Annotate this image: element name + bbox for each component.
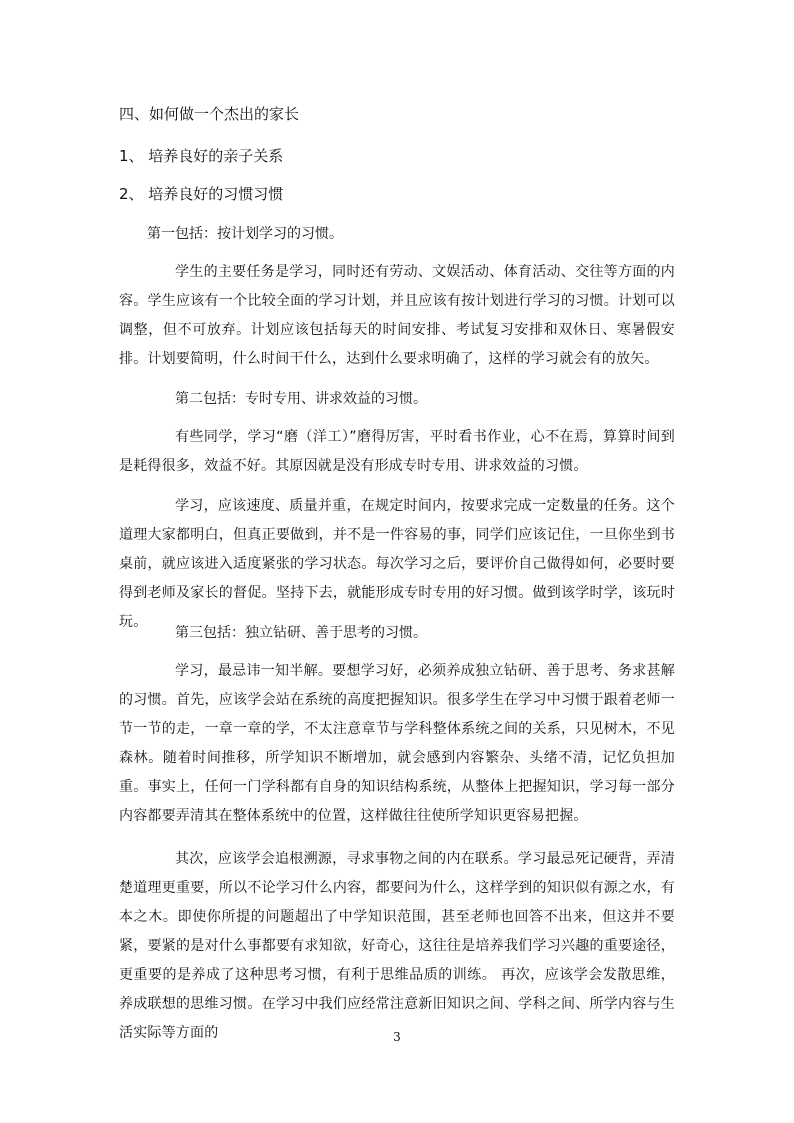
heading-section-4: 四、如何做一个杰出的家长 bbox=[119, 105, 300, 123]
paragraph-efficiency-2: 学习，应该速度、质量并重，在规定时间内，按要求完成一定数量的任务。这个道理大家都明白，但真正要做到，并不是一件容易的事，同学们应该记住，一旦你坐到书桌前，就应该进入适度紧张的学习状态。每次学习之后，要评价自己做得如何，必要时要得到老师及家长的督促。坚持下去，就能形成专时专用的好习惯。做到该学时学，该玩时玩。 bbox=[119, 498, 675, 630]
heading-item-1: 1、 培养良好的亲子关系 bbox=[119, 147, 284, 165]
paragraph-plan: 学生的主要任务是学习，同时还有劳动、文娱活动、体育活动、交往等方面的内容。学生应该有一个比较全面的学习计划，并且应该有按计划进行学习的习惯。计划可以调整，但不可放弃。计划应该包括每天的时间安排、考试复习安排和双休日、寒暑假安排。计划要简明，什么时间干什么，达到什么要求明确了，这样的学习就会有的放矢。 bbox=[119, 264, 675, 367]
subheading-third: 第三包括：独立钻研、善于思考的习惯。 bbox=[175, 625, 427, 641]
paragraph-independent-study: 学习，最忌讳一知半解。要想学习好，必须养成独立钻研、善于思考、务求甚解的习惯。首先，应该学会站在系统的高度把握知识。很多学生在学习中习惯于跟着老师一节一节的走，一章一章的学，不太注意章节与学科整体系统之间的关系，只见树木，不见森林。随着时间推移，所学知识不断增加，就会感到内容繁杂、头绪不清，记忆负担加重。事实上，任何一门学科都有自身的知识结构系统，从整体上把握知识，学习每一部分内容都要弄清其在整体系统中的位置，这样做往往使所学知识更容易把握。 bbox=[119, 663, 675, 824]
subheading-second: 第二包括：专时专用、讲求效益的习惯。 bbox=[175, 391, 427, 407]
heading-item-2: 2、 培养良好的习惯习惯 bbox=[119, 185, 284, 203]
paragraph-inquiry: 其次，应该学会追根溯源，寻求事物之间的内在联系。学习最忌死记硬背，弄清楚道理更重要，所以不论学习什么内容，都要问为什么，这样学到的知识似有源之水，有本之木。即使你所提的问题超出了中学知识范围，甚至老师也回答不出来，但这并不要紧，要紧的是对什么事都要有求知欲，好奇心，这往往是培养我们学习兴趣的重要途径，更重要的是养成了这种思考习惯，有利于思维品质的训练。 再次，应该学会发散思维，养成联想的思维习惯。在学习中我们应经常注意新旧知识之间、学科之间、所学内容与生活实际等方面的 bbox=[119, 851, 675, 1041]
page-number: 3 bbox=[393, 1030, 401, 1044]
paragraph-efficiency-1: 有些同学，学习“磨（洋工）”磨得厉害，平时看书作业，心不在焉，算算时间到是耗得很多，效益不好。其原因就是没有形成专时专用、讲求效益的习惯。 bbox=[119, 429, 675, 474]
subheading-first: 第一包括：按计划学习的习惯。 bbox=[147, 226, 343, 242]
